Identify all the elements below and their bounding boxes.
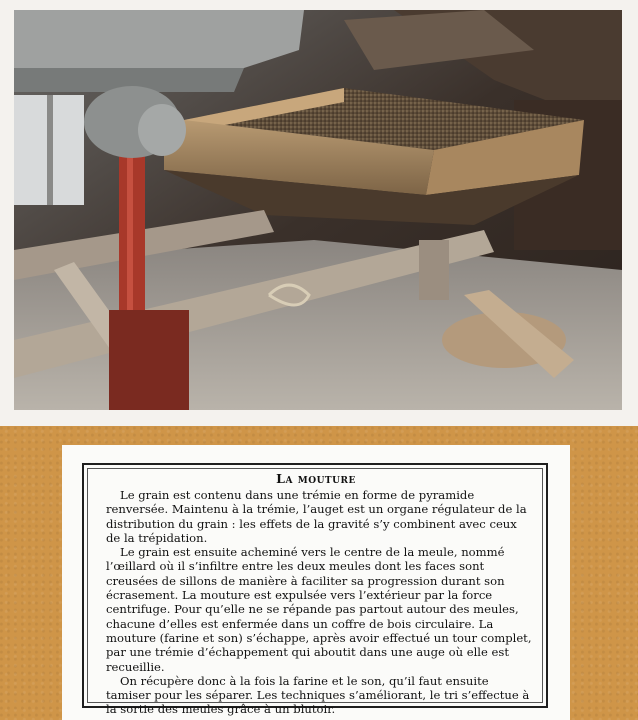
- support-post: [419, 240, 449, 300]
- red-base: [109, 310, 189, 410]
- photo-illustration: [14, 10, 622, 410]
- card-body: [106, 488, 534, 717]
- info-card: [62, 445, 570, 720]
- card-title: La mouture: [276, 471, 356, 486]
- paragraph-1: Le grain est contenu dans une trémie en forme de pyramide renversée. Maintenu à la trémie, l’auget est un organe régulateur de la distribution du grain : les effets de la gravité s’y combinent avec ceux de la trépidation.: [106, 488, 527, 545]
- metal-cover: [14, 10, 304, 68]
- paragraph-2: Le grain est ensuite acheminé vers le centre de la meule, nommé l’œillard où il s’infiltre entre les deux meules dont les faces sont creusées de sillons de manière à faciliter sa progression durant son écrasement. La mouture est expulsée vers l’extérieur par la force centrifuge. Pour qu’elle ne se répande pas partout autour des meules, chacune d’elles est enfermée dans un coffre de bois circulaire. La mouture (farine et son) s’échappe, après avoir effectué un tour complet, par une trémie d’échappement qui aboutit dans une auge où elle est recueillie.: [106, 545, 532, 674]
- window-frame: [47, 95, 53, 205]
- paragraph-3: On récupère donc à la fois la farine et le son, qu’il faut ensuite tamiser pour les séparer. Les techniques s’améliorant, le tri s’effectue à la sortie des meules grâce à un blutoir.: [106, 673, 530, 717]
- mill-hopper-photo: [14, 10, 622, 410]
- metal-housing: [138, 104, 186, 156]
